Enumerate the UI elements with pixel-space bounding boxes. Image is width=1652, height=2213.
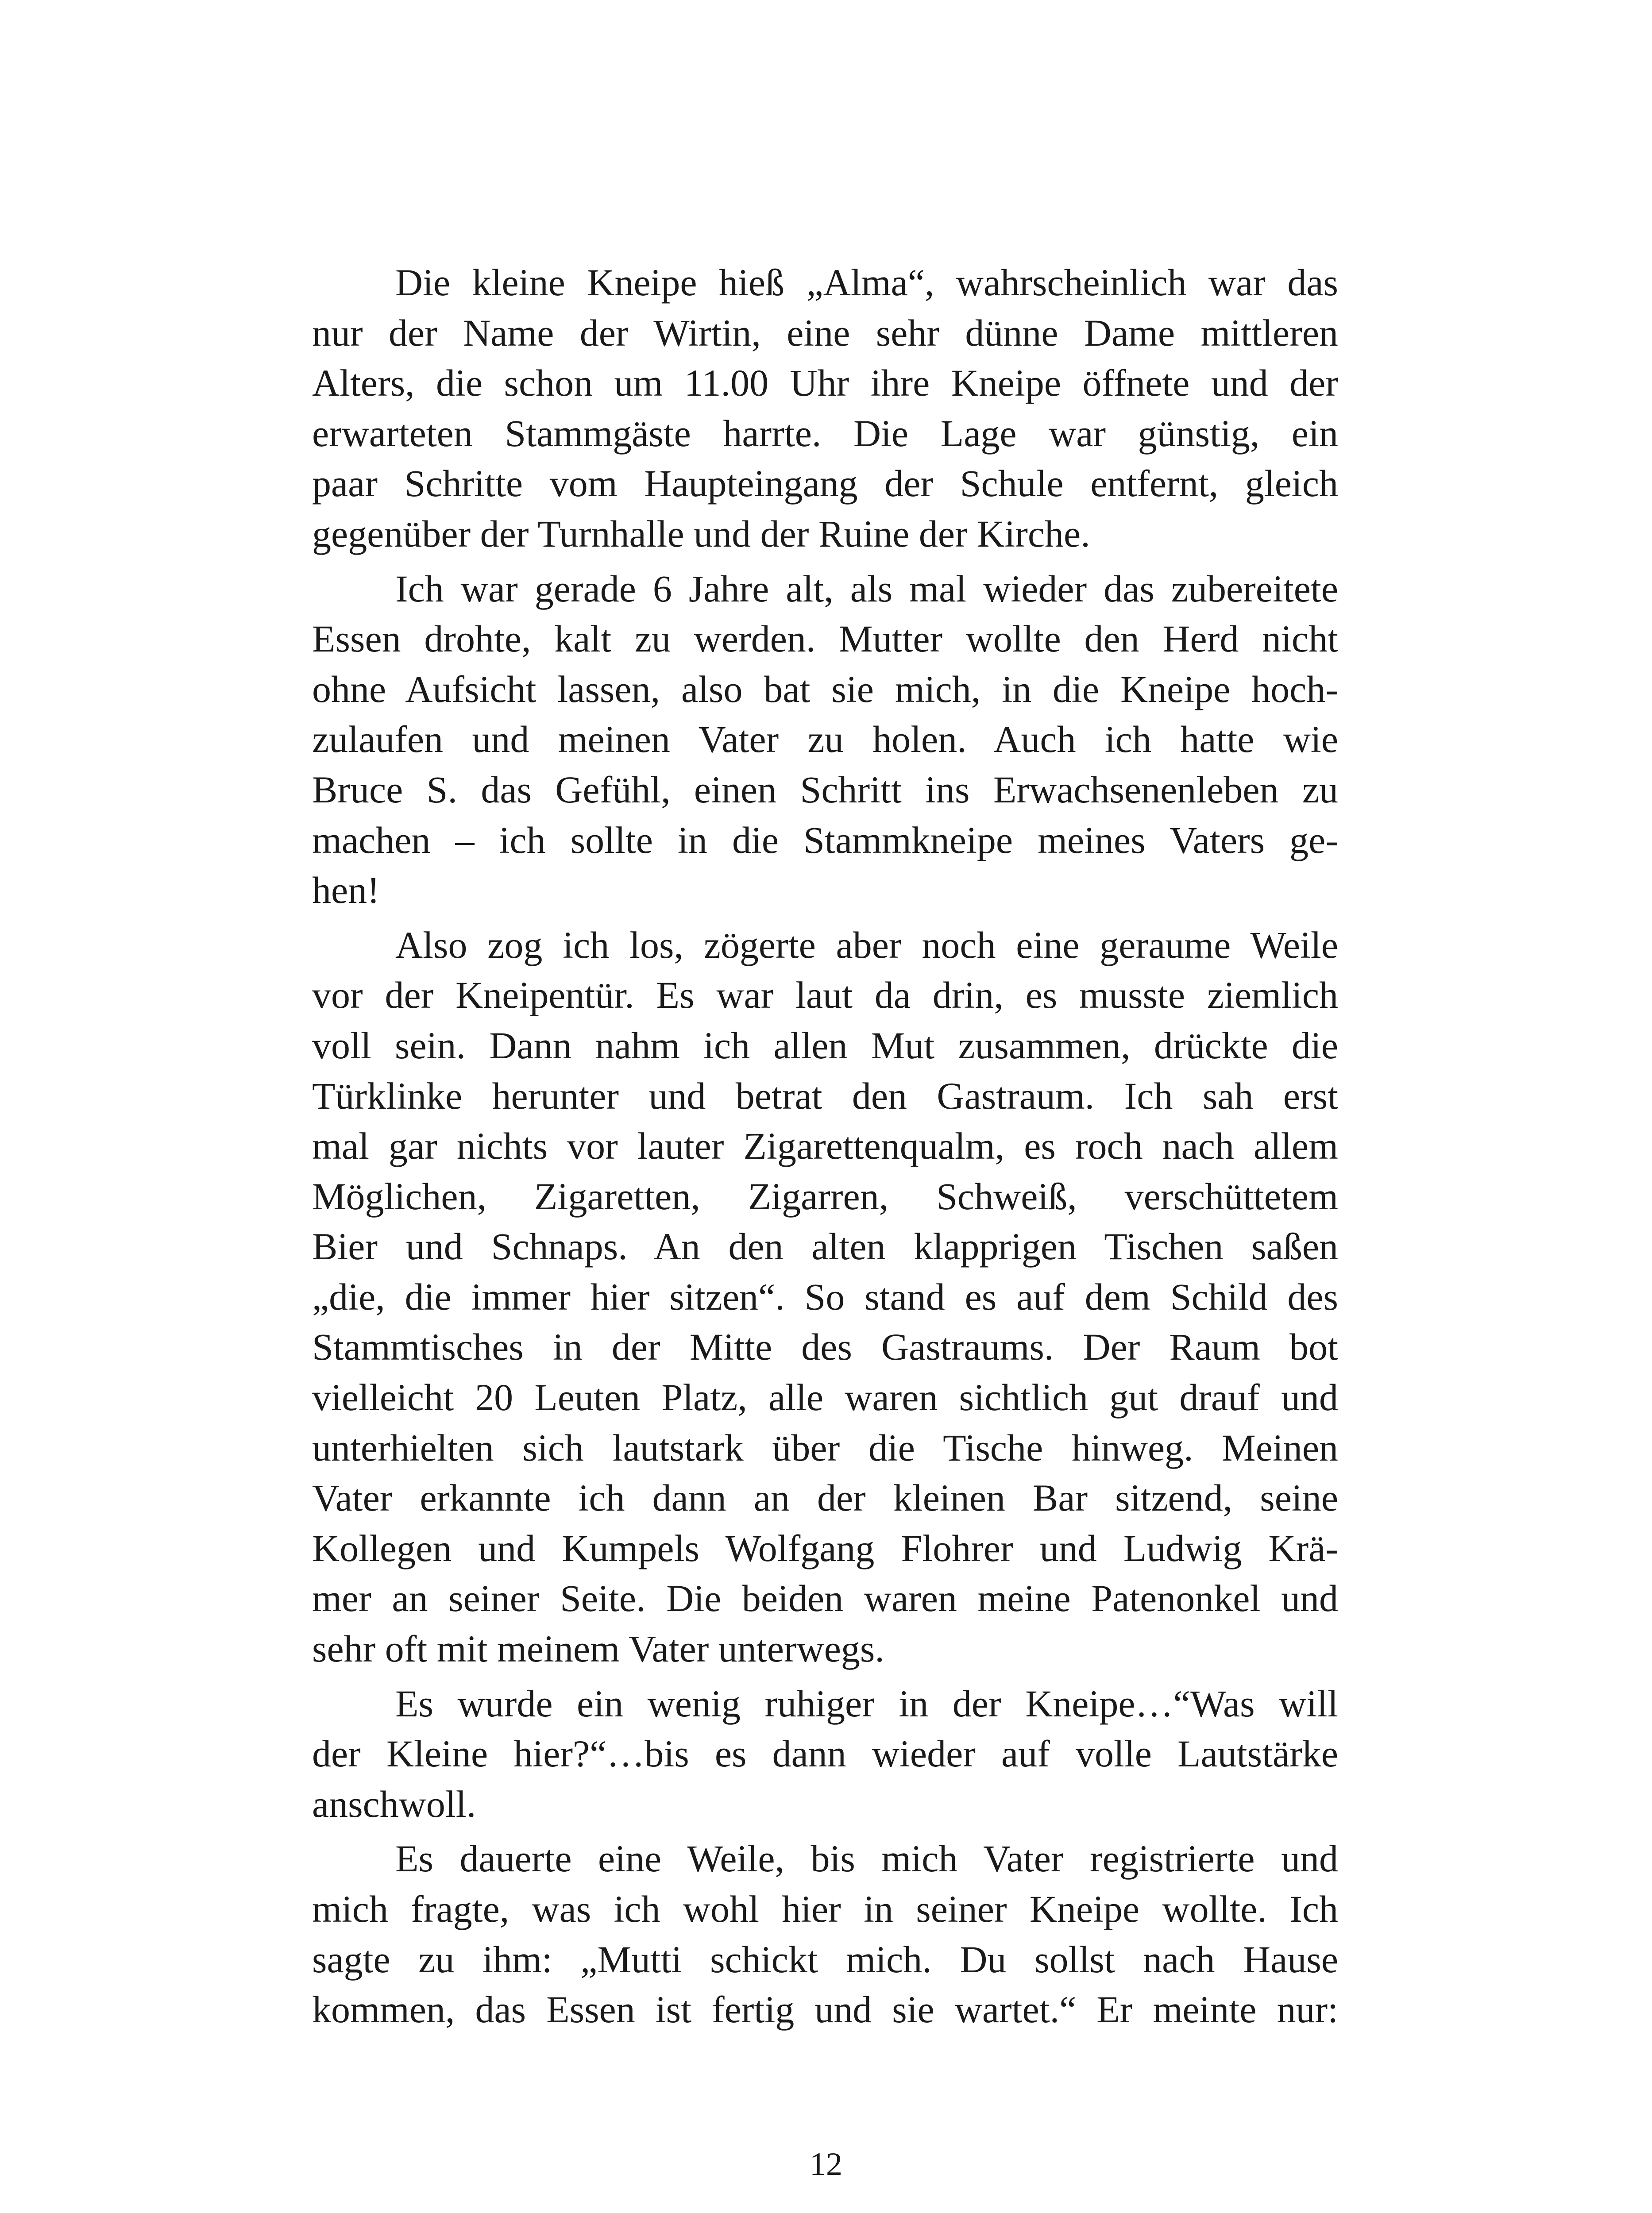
text-line: mich fragte, was ich wohl hier in seiner Kneipe wollte. Ich	[312, 1888, 1338, 1930]
text-line: zulaufen und meinen Vater zu holen. Auch ich hatte wie	[312, 718, 1338, 761]
text-line: Essen drohte, kalt zu werden. Mutter wollte den Herd nicht	[312, 617, 1338, 660]
text-line: anschwoll.	[312, 1782, 476, 1825]
text-line: voll sein. Dann nahm ich allen Mut zusammen, drückte die	[312, 1024, 1338, 1067]
text-line: Türklinke herunter und betrat den Gastraum. Ich sah erst	[312, 1074, 1338, 1117]
text-line: Alters, die schon um 11.00 Uhr ihre Kneipe öffnete und der	[312, 362, 1338, 405]
text-line: paar Schritte vom Haupteingang der Schule entfernt, gleich	[312, 462, 1338, 505]
text-line: kommen, das Essen ist fertig und sie wartet.“ Er meinte nur:	[312, 1988, 1338, 2031]
page-number: 12	[810, 2146, 842, 2182]
text-line: hen!	[312, 869, 380, 912]
text-line: ohne Aufsicht lassen, also bat sie mich, in die Kneipe hoch-	[312, 667, 1338, 710]
text-line: Stammtisches in der Mitte des Gastraums. Der Raum bot	[312, 1326, 1338, 1369]
text-line: unterhielten sich lautstark über die Tische hinweg. Meinen	[312, 1426, 1338, 1469]
text-line: der Kleine hier?“…bis es dann wieder auf volle Lautstärke	[312, 1732, 1338, 1775]
paragraph	[312, 1679, 1338, 1830]
text-line: Bruce S. das Gefühl, einen Schritt ins Erwachsenenleben zu	[312, 768, 1338, 811]
paragraph	[312, 564, 1338, 916]
text-line: gegenüber der Turnhalle und der Ruine der Kirche.	[312, 512, 1090, 555]
text-line: sagte zu ihm: „Mutti schickt mich. Du sollst nach Hause	[312, 1938, 1338, 1981]
text-line: Bier und Schnaps. An den alten klapprigen Tischen saßen	[312, 1225, 1338, 1268]
text-line: machen – ich sollte in die Stammkneipe meines Vaters ge-	[312, 818, 1338, 861]
text-line: vielleicht 20 Leuten Platz, alle waren sichtlich gut drauf und	[312, 1376, 1338, 1419]
text-line: Vater erkannte ich dann an der kleinen Bar sitzend, seine	[312, 1477, 1338, 1519]
text-line: mal gar nichts vor lauter Zigarettenqualm, es roch nach allem	[312, 1125, 1338, 1168]
text-line: Also zog ich los, zögerte aber noch eine geraume Weile	[395, 923, 1338, 966]
body-text	[312, 258, 1338, 2035]
paragraph	[312, 1834, 1338, 2035]
text-line: sehr oft mit meinem Vater unterwegs.	[312, 1627, 884, 1670]
paragraph	[312, 258, 1338, 559]
text-line: nur der Name der Wirtin, eine sehr dünne Dame mittleren	[312, 311, 1338, 354]
text-line: Es dauerte eine Weile, bis mich Vater registrierte und	[395, 1837, 1338, 1880]
text-line: vor der Kneipentür. Es war laut da drin, es musste ziemlich	[312, 974, 1338, 1017]
text-line: erwarteten Stammgäste harrte. Die Lage war günstig, ein	[312, 412, 1338, 455]
text-line: Die kleine Kneipe hieß „Alma“, wahrscheinlich war das	[395, 261, 1338, 304]
text-line: mer an seiner Seite. Die beiden waren meine Patenonkel und	[312, 1577, 1338, 1620]
text-line: Es wurde ein wenig ruhiger in der Kneipe…“Was will	[395, 1682, 1338, 1725]
text-line: Kollegen und Kumpels Wolfgang Flohrer und Ludwig Krä-	[312, 1527, 1338, 1569]
text-line: „die, die immer hier sitzen“. So stand es auf dem Schild des	[312, 1275, 1338, 1318]
text-line: Ich war gerade 6 Jahre alt, als mal wieder das zubereitete	[395, 567, 1338, 610]
text-line: Möglichen, Zigaretten, Zigarren, Schweiß, verschüttetem	[312, 1175, 1338, 1218]
paragraph	[312, 920, 1338, 1674]
